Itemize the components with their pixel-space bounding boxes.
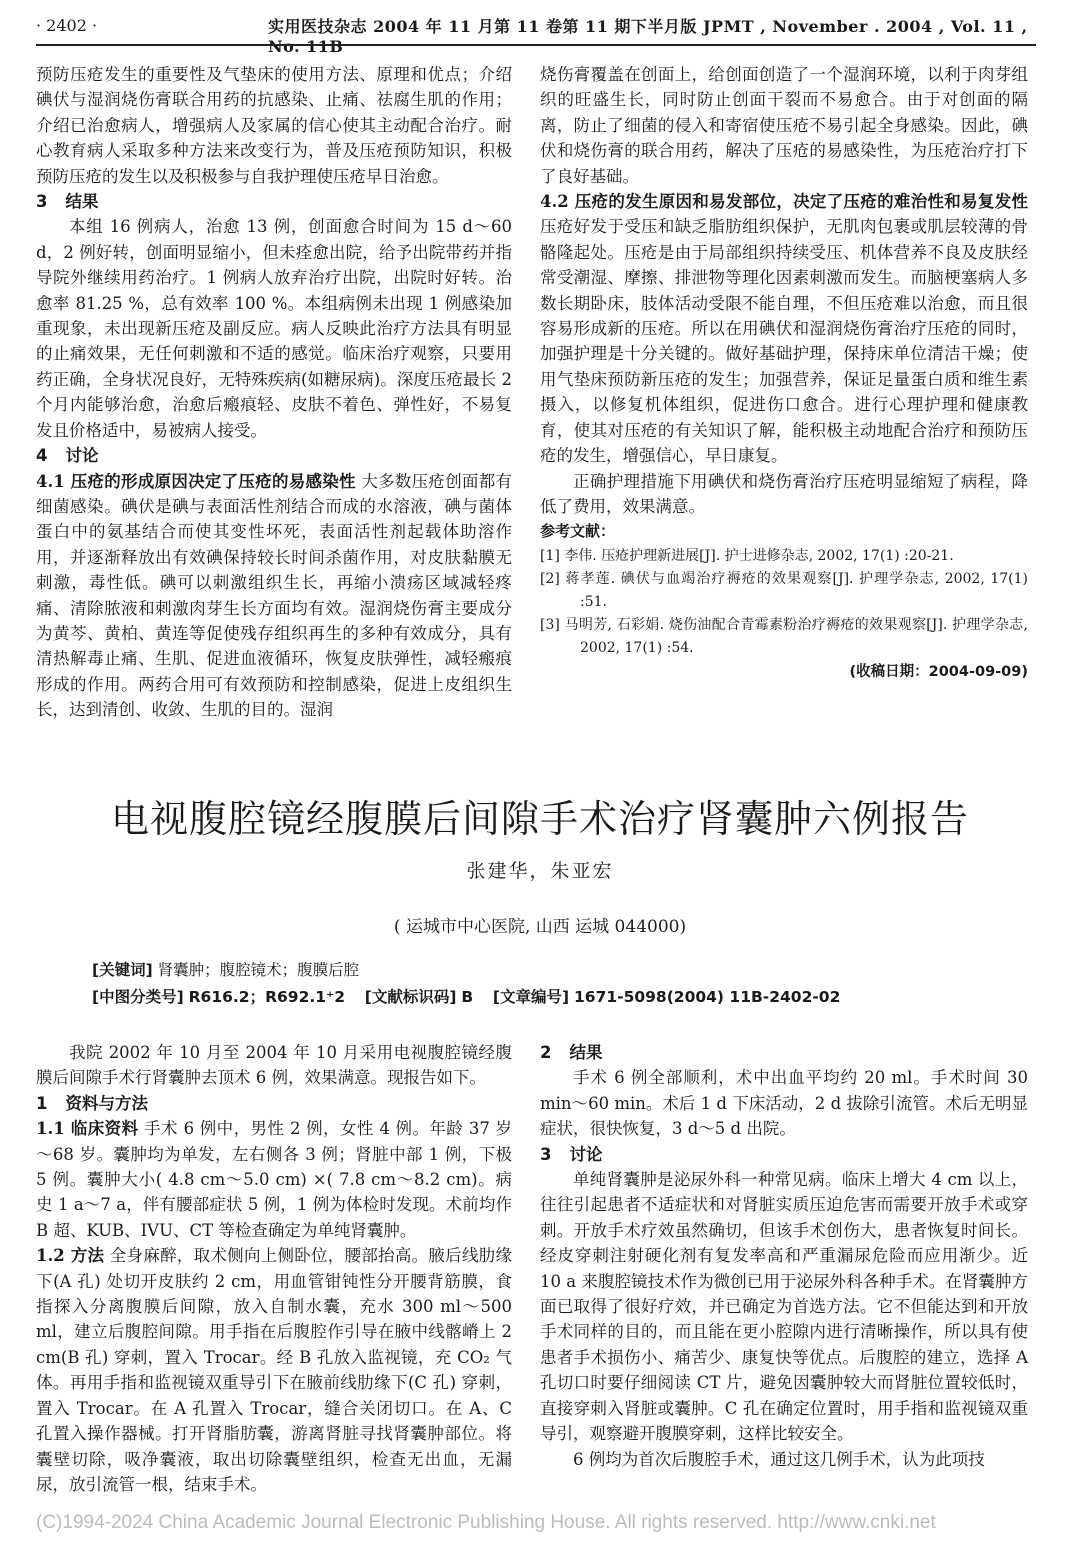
article-title: 电视腹腔镜经腹膜后间隙手术治疗肾囊肿六例报告 xyxy=(110,797,969,841)
clc-label: [中图分类号] xyxy=(92,988,184,1006)
keywords-label: [关键词] xyxy=(92,961,153,979)
subsection-body: 全身麻醉，取术侧向上侧卧位，腰部抬高。腋后线肋缘下(A 孔) 处切开皮肤约 2 cm，用血管钳钝性分开腰背筋膜，食指探入分离腹膜后间隙，放入自制水囊，充水 300 ml～500 ml，建立后腹腔间隙。用手指在后腹腔作引导在腋中线髂嵴上 2 cm(B 孔) 穿刺，置入 Trocar。经 B 孔放入监视镜，充 CO₂ 气体。再用手指和监视镜双重导引下在腋前线肋缘下(C 孔) 穿刺，置入 Trocar。在 A 孔置入 Trocar，缝合关闭切口。在 A、C 孔置入操作器械。打开肾脂肪囊，游离肾脏寻找肾囊肿部位。将囊壁切除，吸净囊液，取出切除囊壁组织，检查无出血，无漏尿，放引流管一根，结束手术。 xyxy=(36,1246,512,1494)
section-1-2-paragraph xyxy=(36,1243,512,1497)
subsection-body: 手术 6 例中，男性 2 例，女性 4 例。年龄 37 岁～68 岁。囊肿均为单发，左右侧各 3 例；肾脏中部 1 例，下极 5 例。囊肿大小( 4.8 cm～5.0 cm) ×( 7.8 cm～8.2 cm)。病史 1 a～7 a，伴有腰部症状 5 例，1 例为体检时发现。术前均作 B 超、KUB、IVU、CT 等检查确定为单纯肾囊肿。 xyxy=(36,1119,512,1240)
article-left-column xyxy=(36,1040,512,1497)
section-number: 1 xyxy=(36,1093,48,1113)
article-affiliation: ( 运城市中心医院, 山西 运城 044000) xyxy=(393,917,687,937)
section-1-heading xyxy=(36,1091,512,1116)
article-number-label: [文章编号] xyxy=(492,988,570,1006)
section-number: 4 xyxy=(36,446,48,466)
discussion-paragraph-1: 单纯肾囊肿是泌尿外科一种常见病。临床上增大 4 cm 以上，往往引起患者不适症状和对肾脏实质压迫危害而需要开放手术或穿刺。开放手术疗效虽然确切，但该手术创伤大，患者恢复时间长。经皮穿刺注射硬化剂有复发率高和严重漏尿危险而应用渐少。近 10 a 来腹腔镜技术作为微创已用于泌尿外科各种手术。在肾囊肿方面已取得了很好疗效，并已确定为首选方法。它不但能达到和开放手术同样的目的，而且能在更小腔隙内进行清晰操作，所以具有使患者手术损伤小、痛苦少、康复快等优点。后腹腔的建立，选择 A 孔切口时要仔细阅读 CT 片，避免因囊肿较大而肾脏位置较低时，直接穿刺入肾脏或囊肿。C 孔在确定位置时，用手指和监视镜双重导引，观察避开腹膜穿刺，这样比较安全。 xyxy=(540,1170,1028,1444)
subsection-heading: 1.1 临床资料 xyxy=(36,1119,139,1139)
reference-item: [2] 蒋孝莲. 碘伏与血竭治疗褥疮的效果观察[J]. 护理学杂志, 2002, 17(1) :51. xyxy=(540,570,1028,610)
clc-value: R616.2；R692.1⁺2 xyxy=(188,988,346,1006)
received-date: (收稿日期：2004-09-09) xyxy=(849,663,1028,680)
prev-article-left-column xyxy=(36,62,512,723)
results-paragraph: 手术 6 例全部顺利，术中出血平均约 20 ml。手术时间 30 min～60 min。术后 1 d 下床活动，2 d 拔除引流管。术后无明显症状，很快恢复，3 d～5 d 出院。 xyxy=(540,1068,1028,1139)
prev-article-right-column xyxy=(540,62,1028,685)
section-3-heading xyxy=(540,1142,1028,1167)
prev-intro-paragraph: 预防压疮发生的重要性及气垫床的使用方法、原理和优点；介绍碘伏与湿润烧伤膏联合用药的抗感染、止痛、祛腐生肌的作用；介绍已治愈病人，增强病人及家属的信心使其主动配合治疗。耐心教育病人采取多种方法来改变行为，普及压疮预防知识，积极预防压疮的发生以及积极参与自我护理使压疮早日治愈。 xyxy=(36,65,512,186)
section-number: 3 xyxy=(36,192,48,212)
references-title: 参考文献： xyxy=(540,522,616,541)
prev-section-3-heading xyxy=(36,189,512,214)
section-title: 资料与方法 xyxy=(65,1093,148,1113)
copyright-watermark: (C)1994-2024 China Academic Journal Electronic Publishing House. All rights reserved. http://www.cnki.net xyxy=(36,1512,936,1533)
subsection-heading: 4.1 压疮的形成原因决定了压疮的易感染性 xyxy=(36,471,356,491)
page-number: · 2402 · xyxy=(36,16,98,35)
prev-conclusion-paragraph: 正确护理措施下用碘伏和烧伤膏治疗压疮明显缩短了病程，降低了费用，效果满意。 xyxy=(540,471,1028,516)
subsection-body: 大多数压疮创面都有细菌感染。碘伏是碘与表面活性剂结合而成的水溶液，碘与菌体蛋白中的氨基结合而使其变性坏死，表面活性剂起载体助溶作用，并逐渐释放出有效碘保持较长时间杀菌作用，对皮肤黏膜无刺激，毒性低。碘可以刺激组织生长，再缩小溃疡区域减轻疼痛、清除脓液和刺激肉芽生长方面均有效。湿润烧伤膏主要成分为黄芩、黄柏、黄连等促使残存组织再生的多种有效成分，具有清热解毒止痛、生肌、促进血液循环，恢复皮肤弹性，减轻瘢痕形成的作用。两药合用可有效预防和控制感染，促进上皮组织生长，达到清创、收敛、生肌的目的。湿润 xyxy=(36,471,513,720)
header-rule xyxy=(36,44,1036,46)
article-authors: 张建华，朱亚宏 xyxy=(466,860,614,882)
doc-code-label: [文献标识码] xyxy=(364,988,457,1006)
prev-4-2-paragraph xyxy=(540,189,1028,468)
section-title: 讨论 xyxy=(569,1144,603,1164)
reference-list xyxy=(540,545,1028,660)
article-right-column xyxy=(540,1040,1028,1472)
prev-section-4-heading xyxy=(36,443,512,468)
prev-results-paragraph: 本组 16 例病人，治愈 13 例，创面愈合时间为 15 d～60 d，2 例好转，创面明显缩小，但未痊愈出院，给予出院带药并指导院外继续用药治疗。1 例病人放弃治疗出院，出院时好转。治愈率 81.25 %，总有效率 100 %。本组病例未出现 1 例感染加重现象，未出现新压疮及副反应。病人反映此治疗方法具有明显的止痛效果，无任何刺激和不适的感觉。临床治疗观察，只要用药正确，全身状况良好，无特殊疾病(如糖尿病)。深度压疮最长 2 个月内能够治愈，治愈后瘢痕轻、皮肤不着色、弹性好，不易复发且价格适中，易被病人接受。 xyxy=(36,217,512,440)
doc-code-value: B xyxy=(461,988,474,1006)
running-header xyxy=(36,14,1036,56)
section-2-heading xyxy=(540,1040,1028,1065)
subsection-heading: 4.2 压疮的发生原因和易发部位，决定了压疮的难治性和易复发性 xyxy=(540,192,1028,212)
section-title: 讨论 xyxy=(65,446,99,466)
keywords-line xyxy=(92,958,359,980)
subsection-body: 压疮好发于受压和缺乏脂肪组织保护，无肌肉包裹或肌层较薄的骨骼隆起处。压疮是由于局部组织持续受压、机体营养不良及皮肤经常受潮湿、摩擦、排泄物等理化因素刺激而发生。而脑梗塞病人多数长期卧床，肢体活动受限不能自理，不但压疮难以治愈，而且很容易形成新的压疮。所以在用碘伏和湿润烧伤膏治疗压疮的同时，加强护理是十分关键的。做好基础护理，保持床单位清洁干燥；使用气垫床预防新压疮的发生；加强营养，保证足量蛋白质和维生素摄入，以修复机体组织，促进伤口愈合。进行心理护理和健康教育，使其对压疮的有关知识了解，能积极主动地配合治疗和预防压疮的发生，增强信心，早日康复。 xyxy=(540,217,1028,466)
section-1-1-paragraph xyxy=(36,1116,512,1243)
discussion-paragraph-2: 6 例均为首次后腹腔手术，通过这几例手术，认为此项技 xyxy=(573,1449,985,1469)
classification-line xyxy=(92,985,840,1007)
section-number: 2 xyxy=(540,1043,552,1062)
reference-item: [3] 马明芳, 石彩娟. 烧伤油配合青霉素粉治疗褥疮的效果观察[J]. 护理学杂志, 2002, 17(1) :54. xyxy=(540,616,1028,656)
journal-info: 实用医技杂志 2004 年 11 月第 11 卷第 11 期下半月版 JPMT , November . 2004 , Vol. 11 , No. 11B xyxy=(268,17,1028,56)
prev-4-1-paragraph xyxy=(36,469,512,723)
section-title: 结果 xyxy=(65,192,99,212)
section-number: 3 xyxy=(540,1144,552,1164)
section-title: 结果 xyxy=(569,1043,603,1062)
article-number-value: 1671-5098(2004) 11B-2402-02 xyxy=(574,988,841,1006)
intro-paragraph: 我院 2002 年 10 月至 2004 年 10 月采用电视腹腔镜经腹膜后间隙手术行肾囊肿去顶术 6 例，效果满意。现报告如下。 xyxy=(36,1043,512,1088)
subsection-heading: 1.2 方法 xyxy=(36,1246,105,1266)
reference-item: [1] 李伟. 压疮护理新进展[J]. 护士进修杂志, 2002, 17(1) :20-21. xyxy=(540,547,954,564)
keywords-value: 肾囊肿；腹腔镜术；腹膜后腔 xyxy=(157,961,360,979)
prev-continued-paragraph: 烧伤膏覆盖在创面上，给创面创造了一个湿润环境，以利于肉芽组织的旺盛生长，同时防止创面干裂而不易愈合。由于对创面的隔离，防止了细菌的侵入和寄宿使压疮不易引起全身感染。因此，碘伏和烧伤膏的联合用药，解决了压疮的易感染性，为压疮治疗打下了良好基础。 xyxy=(540,65,1028,186)
